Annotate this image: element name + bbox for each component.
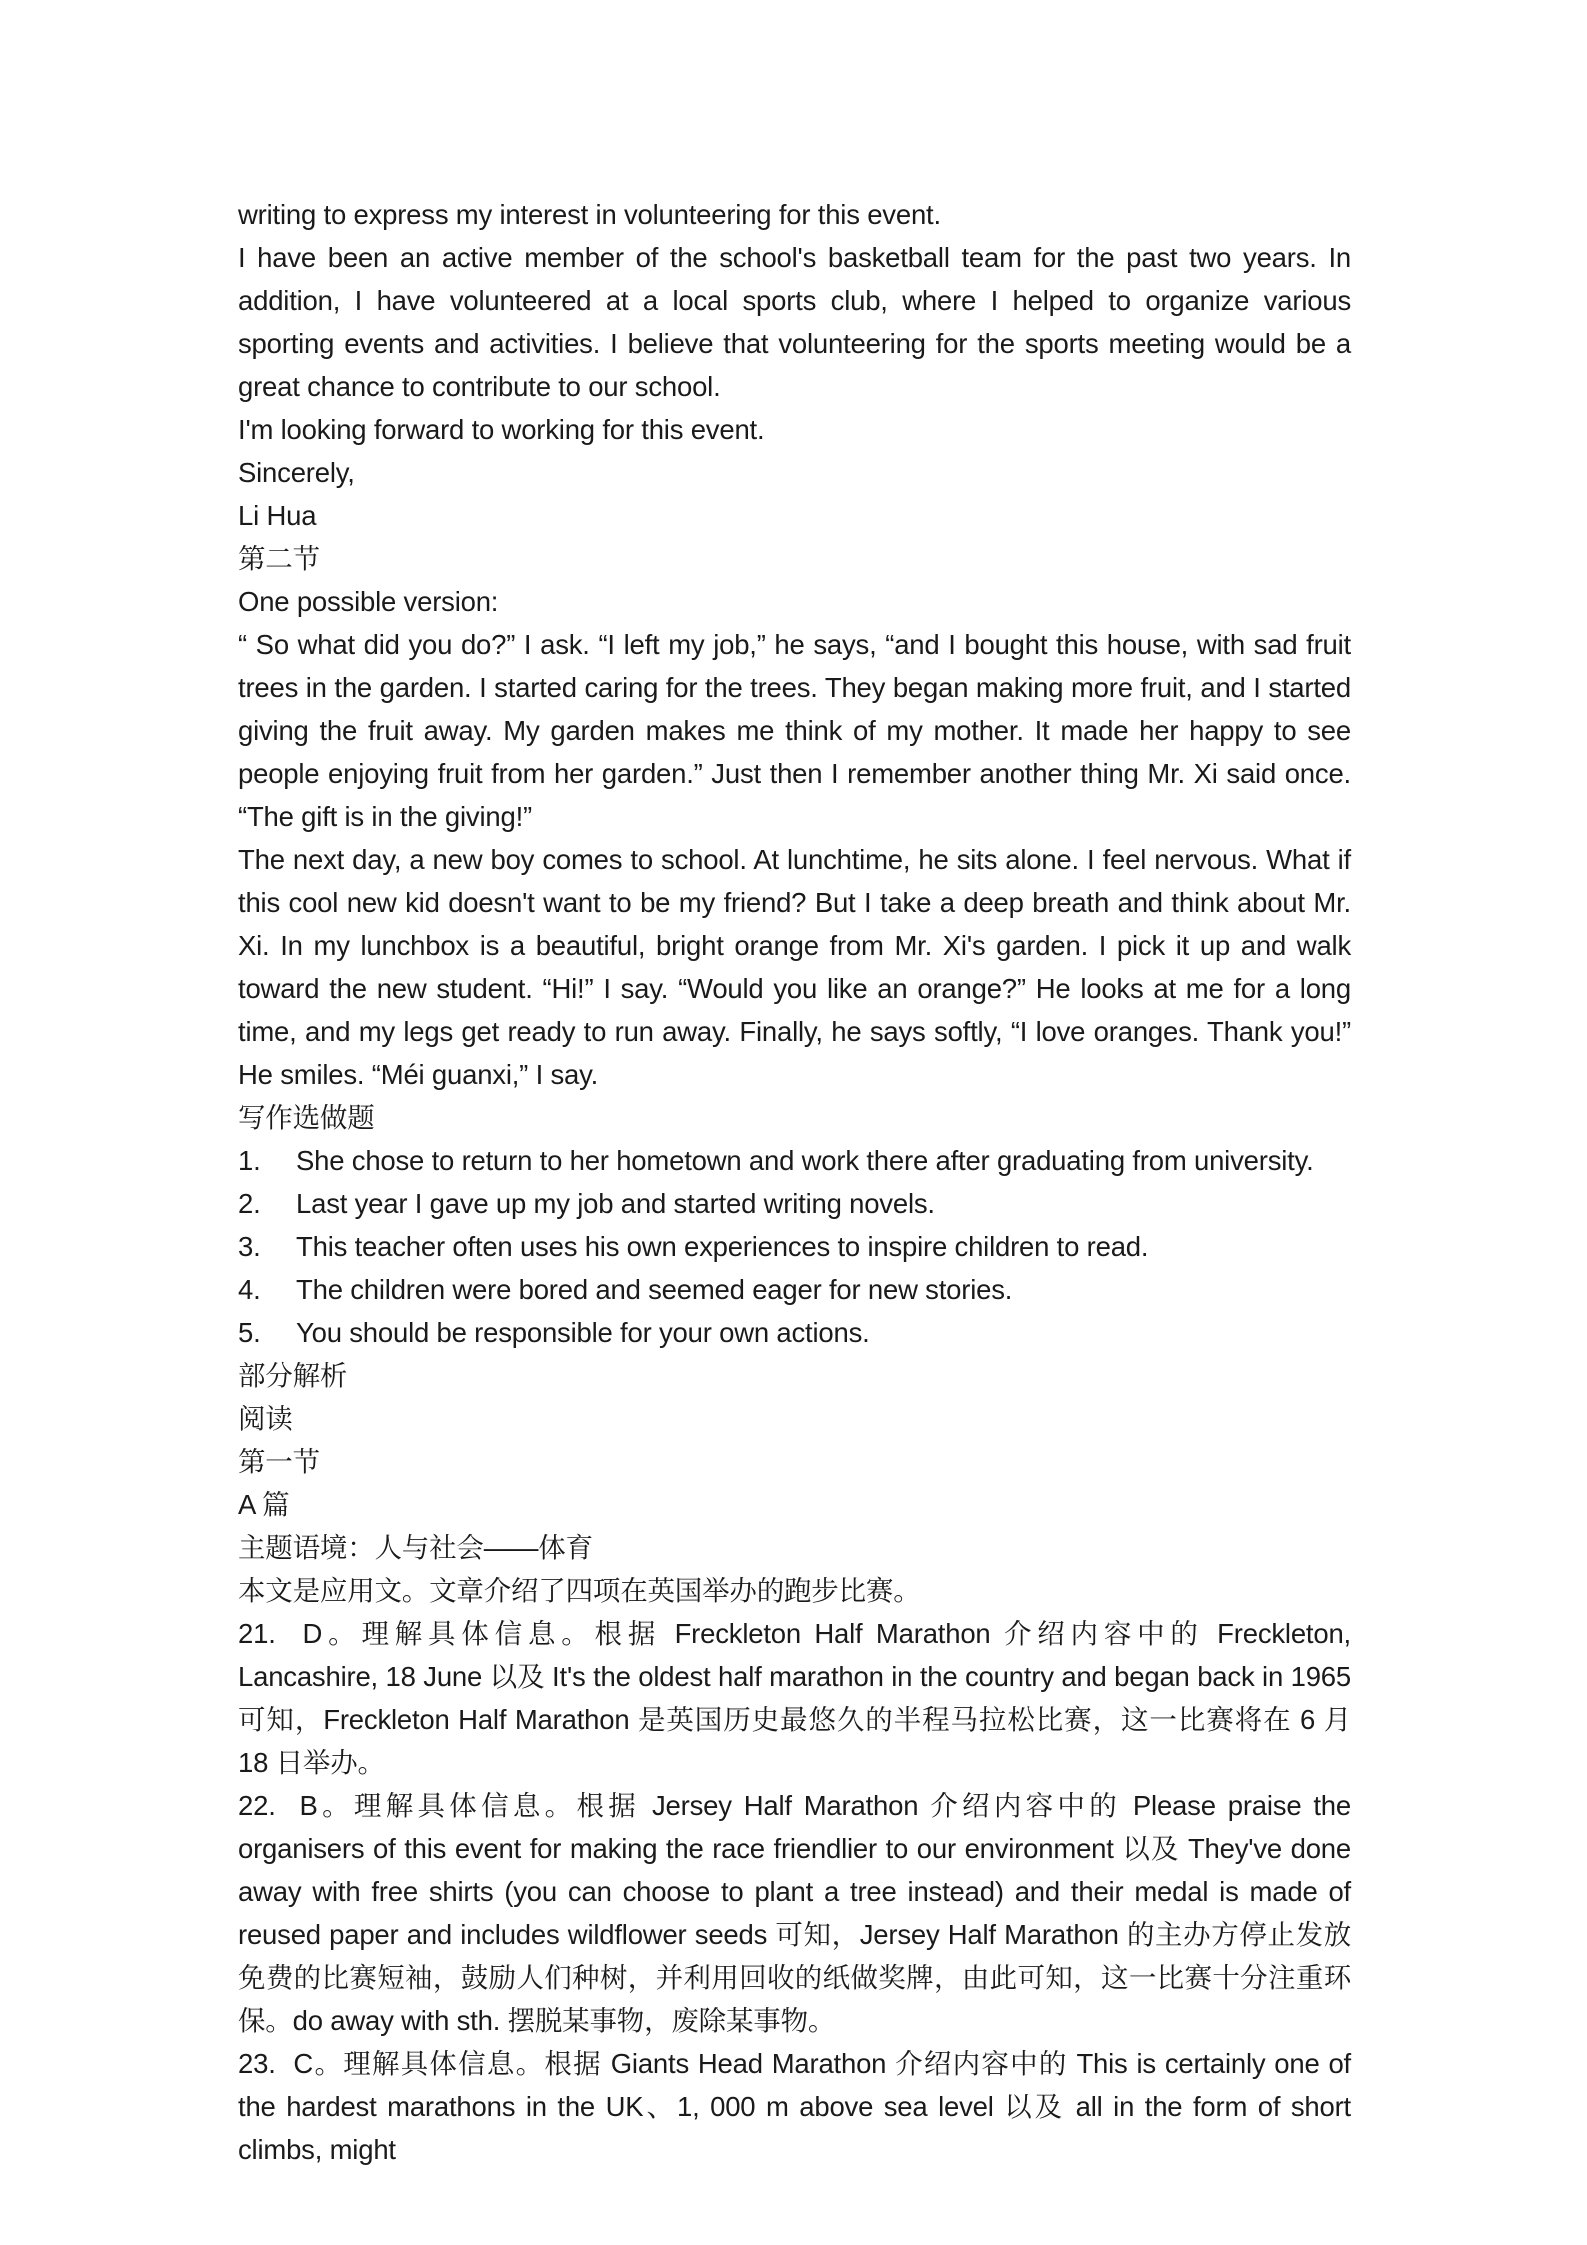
list-item-text: This teacher often uses his own experiences to inspire children to read.	[296, 1231, 1149, 1262]
letter-body-paragraph: I have been an active member of the school's basketball team for the past two years. In addition, I have volunteered at a local sports club, where I helped to organize various sporting events and activities. I believe that volunteering for the sports meeting would be a great chance to contribute to our school.	[238, 242, 1351, 402]
answer-explanation: 21. D。理解具体信息。根据 Freckleton Half Marathon 介绍内容中的 Freckleton, Lancashire, 18 June 以及 It's the oldest half marathon in the country and began back in 1965 可知，Freckleton Half Marathon 是英国历史最悠久的半程马拉松比赛，这一比赛将在 6 月 18 日举办。	[238, 1618, 1351, 1778]
list-item-number: 4.	[238, 1274, 261, 1305]
list-item-number: 5.	[238, 1317, 261, 1348]
essay-paragraph: “ So what did you do?” I ask. “I left my job,” he says, “and I bought this house, with sad fruit trees in the garden. I started caring for the trees. They began making more fruit, and I started giving the fruit away. My garden makes me think of my mother. It made her happy to see people enjoying fruit from her garden.” Just then I remember another thing Mr. Xi said once. “The gift is in the giving!”	[238, 629, 1351, 832]
list-item-text: Last year I gave up my job and started writing novels.	[296, 1188, 935, 1219]
passage-summary: 本文是应用文。文章介绍了四项在英国举办的跑步比赛。	[238, 1575, 921, 1606]
section-heading: 部分解析	[238, 1360, 348, 1391]
theme-context-line: 主题语境：人与社会——体育	[238, 1532, 593, 1563]
letter-closing: Sincerely,	[238, 457, 355, 488]
answer-sentence	[238, 1139, 1351, 1182]
letter-body-paragraph: I'm looking forward to working for this event.	[238, 414, 765, 445]
section-heading: 写作选做题	[238, 1102, 375, 1133]
answer-sentence	[238, 1225, 1351, 1268]
answer-sentence	[238, 1311, 1351, 1354]
list-item-number: 3.	[238, 1231, 261, 1262]
answer-explanation: 22. B。理解具体信息。根据 Jersey Half Marathon 介绍内容中的 Please praise the organisers of this event for making the race friendlier to our environment 以及 They've done away with free shirts (you can choose to plant a tree instead) and their medal is made of reused paper and includes wildflower seeds 可知，Jersey Half Marathon 的主办方停止发放免费的比赛短袖，鼓励人们种树，并利用回收的纸做奖牌，由此可知，这一比赛十分注重环保。do away with sth. 摆脱某事物，废除某事物。	[238, 1790, 1351, 2036]
section-heading: 阅读	[238, 1403, 293, 1434]
list-item-text: You should be responsible for your own actions.	[296, 1317, 870, 1348]
letter-body-paragraph: writing to express my interest in volunteering for this event.	[238, 199, 941, 230]
list-item-text: The children were bored and seemed eager for new stories.	[296, 1274, 1013, 1305]
list-item-number: 1.	[238, 1145, 261, 1176]
list-item-number: 2.	[238, 1188, 261, 1219]
sample-version-label: One possible version:	[238, 586, 499, 617]
passage-label: A 篇	[238, 1489, 290, 1520]
section-heading: 第一节	[238, 1446, 320, 1477]
section-heading: 第二节	[238, 543, 320, 574]
essay-paragraph: The next day, a new boy comes to school. At lunchtime, he sits alone. I feel nervous. What if this cool new kid doesn't want to be my friend? But I take a deep breath and think about Mr. Xi. In my lunchbox is a beautiful, bright orange from Mr. Xi's garden. I pick it up and walk toward the new student. “Hi!” I say. “Would you like an orange?” He looks at me for a long time, and my legs get ready to run away. Finally, he says softly, “I love oranges. Thank you!” He smiles. “Méi guanxi,” I say.	[238, 844, 1351, 1090]
letter-signature: Li Hua	[238, 500, 317, 531]
answer-sentence	[238, 1268, 1351, 1311]
list-item-text: She chose to return to her hometown and work there after graduating from university.	[296, 1145, 1314, 1176]
answer-explanation: 23. C。理解具体信息。根据 Giants Head Marathon 介绍内容中的 This is certainly one of the hardest marathons in the UK、1, 000 m above sea level 以及 all in the form of short climbs, might	[238, 2048, 1351, 2165]
answer-sentence	[238, 1182, 1351, 1225]
